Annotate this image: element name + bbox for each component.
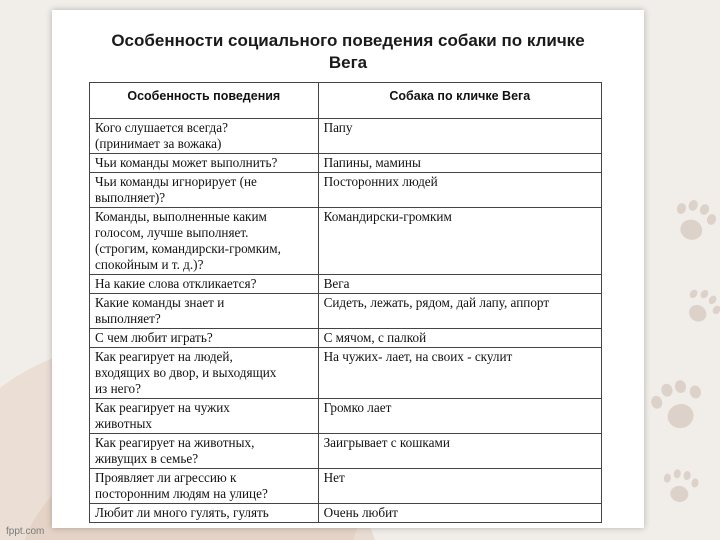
paw-print-icon <box>661 193 720 257</box>
table-cell-question: Чьи команды может выполнить? <box>90 154 319 173</box>
table-cell-question: Как реагирует на животных, живущих в семье? <box>90 434 319 469</box>
table-cell-question: Команды, выполненные каким голосом, лучше выполняет. (строгим, командирски-громким, спокойным и т. д.)? <box>90 208 319 275</box>
table-row <box>90 119 602 154</box>
table-header-dog: Собака по кличке Вега <box>318 83 601 119</box>
table-cell-answer: Громко лает <box>318 399 601 434</box>
table-row <box>90 275 602 294</box>
table-row <box>90 399 602 434</box>
table-cell-answer: Нет <box>318 469 601 504</box>
table-cell-question: На какие слова откликается? <box>90 275 319 294</box>
table-row <box>90 294 602 329</box>
table-row <box>90 154 602 173</box>
paw-print-icon <box>657 467 703 513</box>
table-cell-answer: Посторонних людей <box>318 173 601 208</box>
table-header-row <box>90 83 602 119</box>
table-row <box>90 469 602 504</box>
slide-title <box>52 30 644 74</box>
slide-title-line1: Особенности социального поведения собаки по кличке <box>111 31 585 50</box>
table-cell-answer: Очень любит <box>318 504 601 523</box>
behavior-table <box>89 82 602 523</box>
slide <box>52 10 644 528</box>
table-cell-answer: С мячом, с палкой <box>318 329 601 348</box>
table-row <box>90 208 602 275</box>
table-cell-answer: Командирски-громким <box>318 208 601 275</box>
table-cell-question: Чьи команды игнорирует (не выполняет)? <box>90 173 319 208</box>
slide-title-line2: Вега <box>328 53 368 72</box>
table-row <box>90 173 602 208</box>
paw-print-icon <box>672 282 720 338</box>
footer-brand: fppt.com <box>6 526 45 537</box>
table-cell-answer: Папины, мамины <box>318 154 601 173</box>
table-cell-answer: Вега <box>318 275 601 294</box>
table-cell-answer: Папу <box>318 119 601 154</box>
table-cell-question: Как реагирует на чужих животных <box>90 399 319 434</box>
table-cell-question: С чем любит играть? <box>90 329 319 348</box>
table-cell-question: Проявляет ли агрессию к посторонним людям на улице? <box>90 469 319 504</box>
table-row <box>90 348 602 399</box>
table-cell-question: Как реагирует на людей, входящих во двор, и выходящих из него? <box>90 348 319 399</box>
table-cell-question: Какие команды знает и выполняет? <box>90 294 319 329</box>
table-cell-answer: Заигрывает с кошками <box>318 434 601 469</box>
table-row <box>90 329 602 348</box>
table-row <box>90 434 602 469</box>
paw-print-icon <box>643 373 716 446</box>
table-cell-question: Кого слушается всегда? (принимает за вожака) <box>90 119 319 154</box>
table-header-behavior: Особенность поведения <box>90 83 319 119</box>
table-cell-answer: На чужих- лает, на своих - скулит <box>318 348 601 399</box>
table-cell-answer: Сидеть, лежать, рядом, дай лапу, аппорт <box>318 294 601 329</box>
table-cell-question: Любит ли много гулять, гулять <box>90 504 319 523</box>
table-row <box>90 504 602 523</box>
